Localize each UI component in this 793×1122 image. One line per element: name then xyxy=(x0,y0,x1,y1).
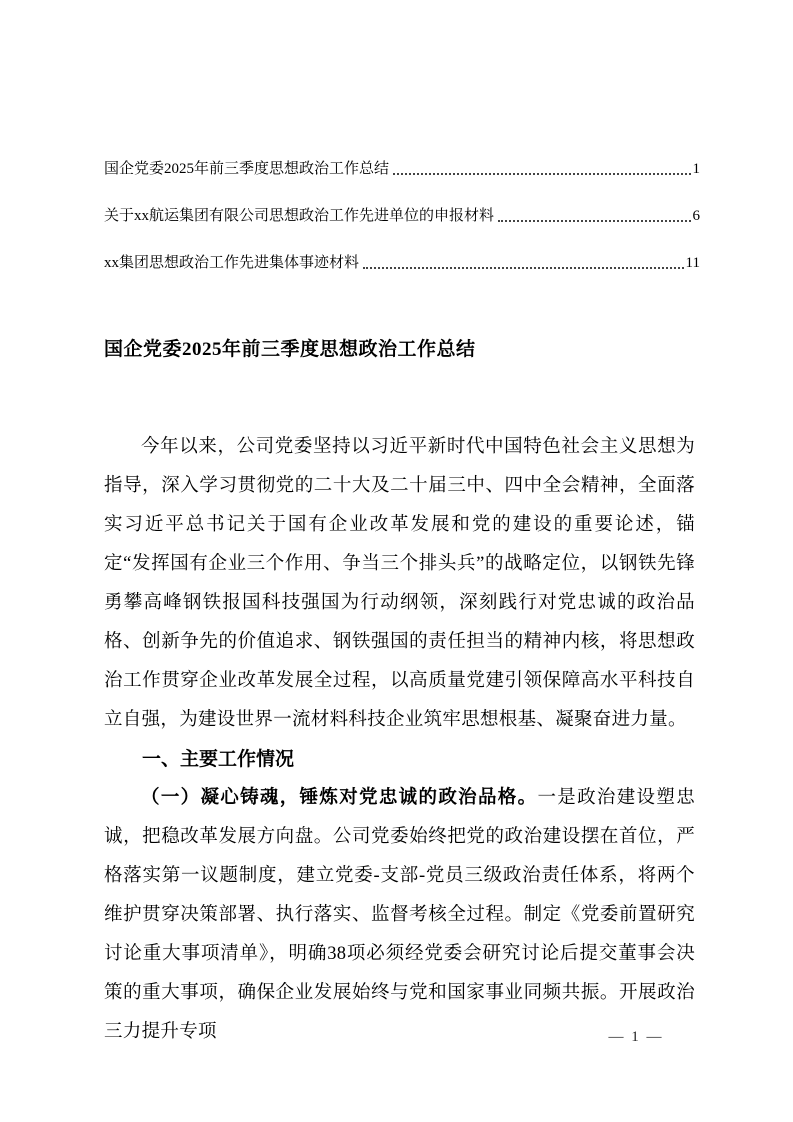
toc-entry-2[interactable] xyxy=(104,207,700,225)
toc-dot-leader xyxy=(363,267,684,269)
toc-entry-3[interactable] xyxy=(104,254,700,272)
toc-dot-leader xyxy=(393,173,690,175)
intro-paragraph: 今年以来，公司党委坚持以习近平新时代中国特色社会主义思想为指导，深入学习贯彻党的二十大及二十届三中、四中全会精神，全面落实习近平总书记关于国有企业改革发展和党的建设的重要论述，锚定“发挥国有企业三个作用、争当三个排头兵”的战略定位，以钢铁先锋勇攀高峰钢铁报国科技强国为行动纲领，深刻践行对党忠诚的政治品格、创新争先的价值追求、钢铁强国的责任担当的精神内核，将思想政治工作贯穿企业改革发展全过程，以高质量党建引领保障高水平科技自立自强，为建设世界一流材料科技企业筑牢思想根基、凝聚奋进力量。 xyxy=(104,437,695,730)
page-number xyxy=(600,1029,672,1046)
toc-page-number: 11 xyxy=(685,255,700,271)
toc-page-number: 1 xyxy=(692,161,700,177)
toc-dot-leader xyxy=(498,220,690,222)
toc-entry-title: 国企党委2025年前三季度思想政治工作总结 xyxy=(104,161,390,177)
paragraph-1-subpoint: 一是政治建设塑忠诚，把稳改革发展方向盘。 xyxy=(104,788,695,847)
toc-page-number: 6 xyxy=(692,208,700,224)
table-of-contents xyxy=(104,160,700,301)
document-body xyxy=(104,428,695,1052)
toc-entry-title: 关于xx航运集团有限公司思想政治工作先进单位的申报材料 xyxy=(104,208,495,224)
paragraph-1 xyxy=(104,779,695,1052)
page-number-label: — 1 — xyxy=(608,1029,664,1045)
paragraph-1-lead: （一）凝心铸魂，锤炼对党忠诚的政治品格。 xyxy=(141,788,538,808)
document-title: 国企党委2025年前三季度思想政治工作总结 xyxy=(104,339,476,360)
toc-entry-1[interactable] xyxy=(104,160,700,178)
section-heading-1: 一、主要工作情况 xyxy=(142,749,295,770)
toc-entry-title: xx集团思想政治工作先进集体事迹材料 xyxy=(104,255,360,271)
paragraph-1-text: 公司党委始终把党的政治建设摆在首位，严格落实第一议题制度，建立党委-支部-党员三级政治责任体系，将两个维护贯穿决策部署、执行落实、监督考核全过程。制定《党委前置研究讨论重大事项清单》，明确38项必须经党委会研究讨论后提交董事会决策的重大事项，确保企业发展始终与党和国家事业同频共振。开展政治三力提升专项 xyxy=(104,827,696,1042)
